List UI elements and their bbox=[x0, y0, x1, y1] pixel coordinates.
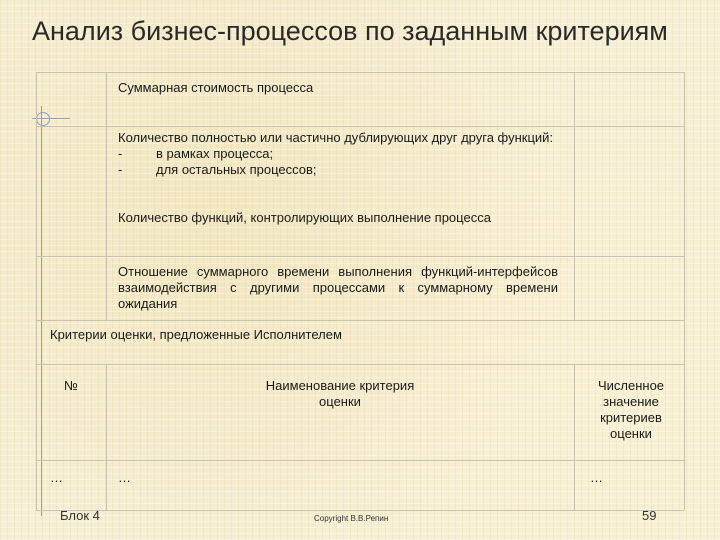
header-criterion-name: Наименование критерия оценки bbox=[265, 378, 415, 409]
row-duplicates bbox=[118, 130, 568, 178]
list-dash: - bbox=[118, 162, 123, 177]
footer-block-label: Блок 4 bbox=[60, 508, 100, 523]
table-line bbox=[106, 72, 107, 320]
duplicates-item-label: в рамках процесса; bbox=[156, 146, 274, 161]
duplicates-heading: Количество полностью или частично дублирующих друг друга функций: bbox=[118, 130, 554, 145]
row-time-ratio: Отношение суммарного времени выполнения функций-интерфейсов взаимодействия с другими процессами к суммарному времени ожидания bbox=[118, 264, 558, 311]
header-number: № bbox=[64, 378, 78, 393]
decorative-vertical-line bbox=[41, 106, 42, 516]
table-line bbox=[36, 72, 684, 73]
page-number: 59 bbox=[642, 508, 657, 523]
duplicates-item bbox=[118, 162, 568, 178]
row-control-functions: Количество функций, контролирующих выполнение процесса bbox=[118, 210, 491, 225]
row-total-cost: Суммарная стоимость процесса bbox=[118, 80, 314, 95]
decorative-circle bbox=[36, 112, 50, 126]
duplicates-item bbox=[118, 146, 568, 162]
table-line bbox=[36, 460, 684, 461]
table-line bbox=[106, 364, 107, 510]
table-line bbox=[574, 364, 575, 510]
row-name-cell: … bbox=[118, 470, 131, 485]
table-line bbox=[574, 72, 575, 320]
footer-copyright: Copyright В.В.Репин bbox=[314, 514, 389, 523]
table-line bbox=[36, 364, 684, 365]
table-line bbox=[36, 72, 37, 510]
list-dash: - bbox=[118, 146, 123, 161]
table-line bbox=[684, 72, 685, 510]
table-line bbox=[36, 510, 684, 511]
row-value-cell: … bbox=[590, 470, 603, 485]
duplicates-item-label: для остальных процессов; bbox=[156, 162, 317, 177]
table-line bbox=[36, 126, 684, 127]
table-line bbox=[36, 256, 684, 257]
table-line bbox=[36, 320, 684, 321]
slide-title: Анализ бизнес-процессов по заданным критериям bbox=[32, 16, 668, 46]
row-number-cell: … bbox=[50, 470, 63, 485]
header-numeric-value: Численное значение критериев оценки bbox=[597, 378, 665, 441]
section-heading: Критерии оценки, предложенные Исполнителем bbox=[50, 327, 342, 342]
